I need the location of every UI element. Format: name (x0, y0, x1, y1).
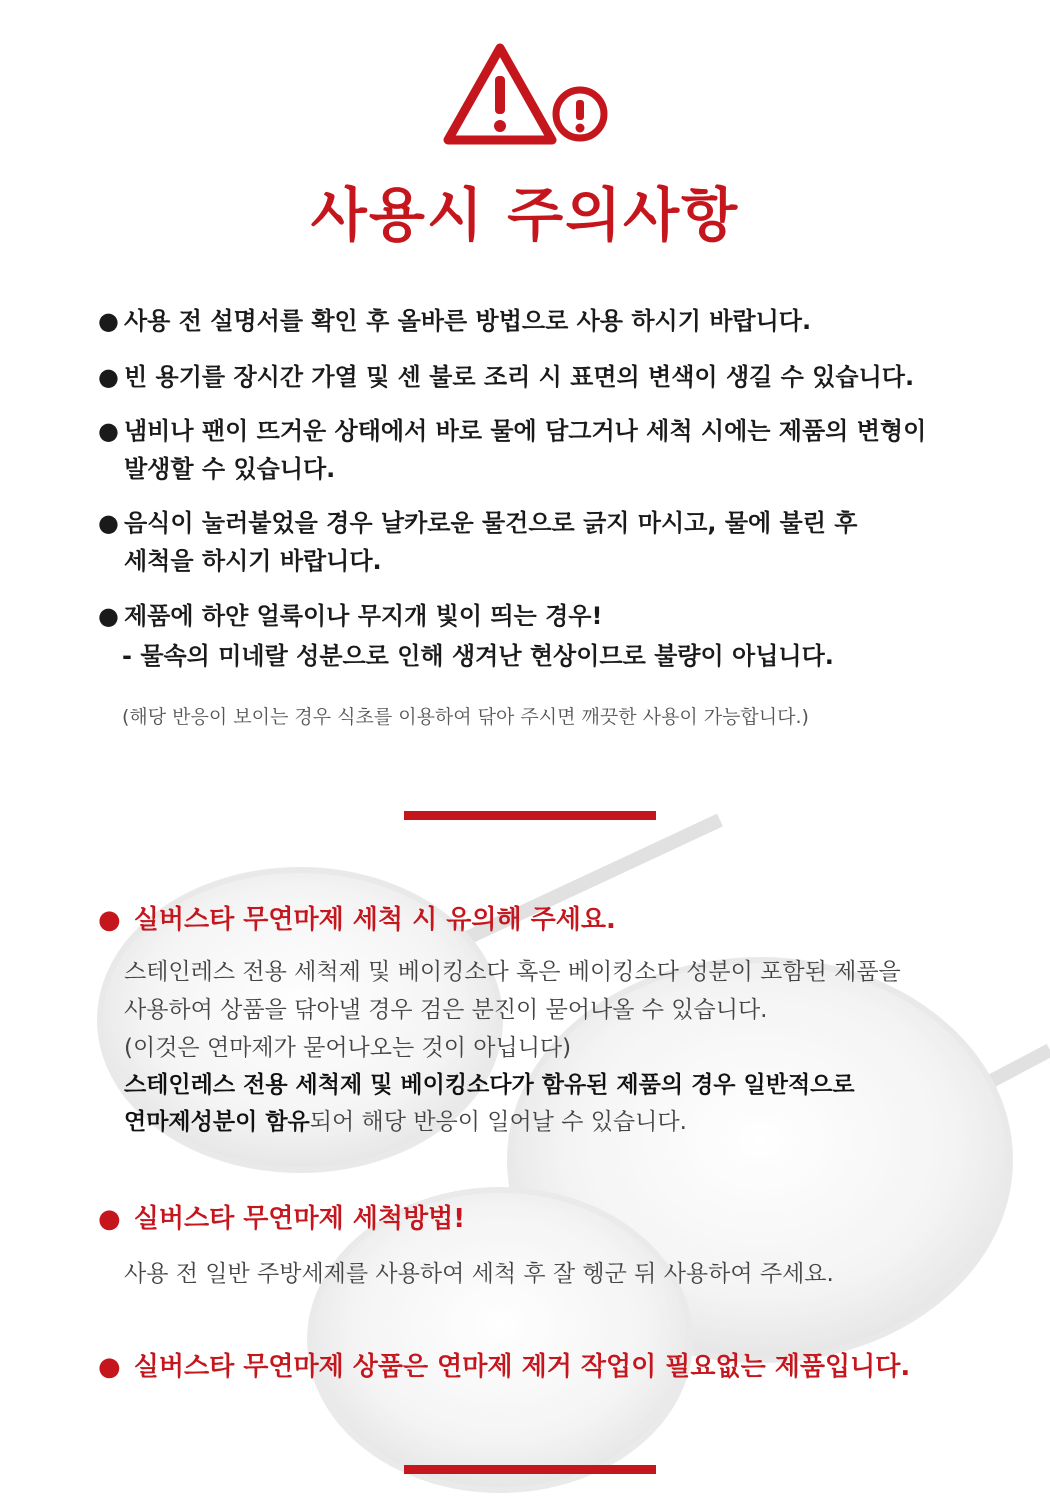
section-divider (404, 811, 656, 820)
precaution-item-3 (98, 412, 998, 488)
bullet-icon: ● (98, 1204, 121, 1234)
notice-heading-text: 실버스타 무연마제 상품은 연마제 제거 작업이 필요없는 제품입니다. (133, 1352, 911, 1382)
bullet-icon: ● (98, 363, 119, 391)
bullet-icon: ● (98, 307, 119, 335)
sub-note: - 물속의 미네랄 성분으로 인해 생겨난 현상이므로 불량이 아닙니다. (122, 642, 834, 670)
caution-line-5-rest: 되어 해당 반응이 일어날 수 있습니다. (309, 1109, 687, 1135)
bullet-icon: ● (98, 509, 119, 537)
bottom-divider (404, 1465, 656, 1474)
precaution-item-5 (98, 597, 998, 635)
precaution-text: 음식이 눌러붙었을 경우 날카로운 물건으로 긁지 마시고, 물에 불린 후 (124, 509, 858, 537)
precaution-text: 냄비나 팬이 뜨거운 상태에서 바로 물에 담그거나 세척 시에는 제품의 변형이 (124, 417, 927, 445)
small-note: (해당 반응이 보이는 경우 식초를 이용하여 닦아 주시면 깨끗한 사용이 가능합니다.) (122, 706, 809, 728)
caution-line-4: 스테인레스 전용 세척제 및 베이킹소다가 함유된 제품의 경우 일반적으로 (124, 1072, 855, 1098)
caution-line-3: (이것은 연마제가 묻어나오는 것이 아닙니다) (124, 1035, 572, 1061)
bullet-icon: ● (98, 602, 119, 630)
warning-icons (440, 40, 620, 150)
bullet-icon: ● (98, 905, 121, 935)
precaution-text: 빈 용기를 장시간 가열 및 센 불로 조리 시 표면의 변색이 생길 수 있습니다. (124, 363, 915, 391)
precaution-text: 세척을 하시기 바랍니다. (124, 547, 382, 575)
precaution-item-1 (98, 302, 998, 340)
method-heading-text: 실버스타 무연마제 세척방법! (133, 1204, 466, 1234)
page-title: 사용시 주의사항 (310, 181, 740, 249)
caution-line-5 (124, 1103, 687, 1141)
method-line-1: 사용 전 일반 주방세제를 사용하여 세척 후 잘 헹군 뒤 사용하여 주세요. (124, 1261, 834, 1287)
caution-heading (98, 901, 616, 939)
precaution-text: 제품에 하얀 얼룩이나 무지개 빛이 띄는 경우! (124, 602, 603, 630)
precaution-text: 발생할 수 있습니다. (124, 455, 336, 483)
bullet-icon: ● (98, 417, 119, 445)
caution-line-5-bold: 연마제성분이 함유 (124, 1109, 310, 1135)
warning-triangle-icon (448, 48, 552, 140)
precaution-item-4 (98, 504, 998, 580)
method-heading (98, 1200, 465, 1238)
precaution-item-2 (98, 358, 998, 396)
bullet-icon: ● (98, 1352, 121, 1382)
caution-line-2: 사용하여 상품을 닦아낼 경우 검은 분진이 묻어나올 수 있습니다. (124, 997, 768, 1023)
notice-heading (98, 1348, 910, 1386)
caution-line-1: 스테인레스 전용 세척제 및 베이킹소다 혹은 베이킹소다 성분이 포함된 제품을 (124, 959, 901, 985)
caution-heading-text: 실버스타 무연마제 세척 시 유의해 주세요. (133, 905, 616, 935)
exclamation-circle-icon (556, 90, 604, 138)
precaution-text: 사용 전 설명서를 확인 후 올바른 방법으로 사용 하시기 바랍니다. (124, 307, 812, 335)
